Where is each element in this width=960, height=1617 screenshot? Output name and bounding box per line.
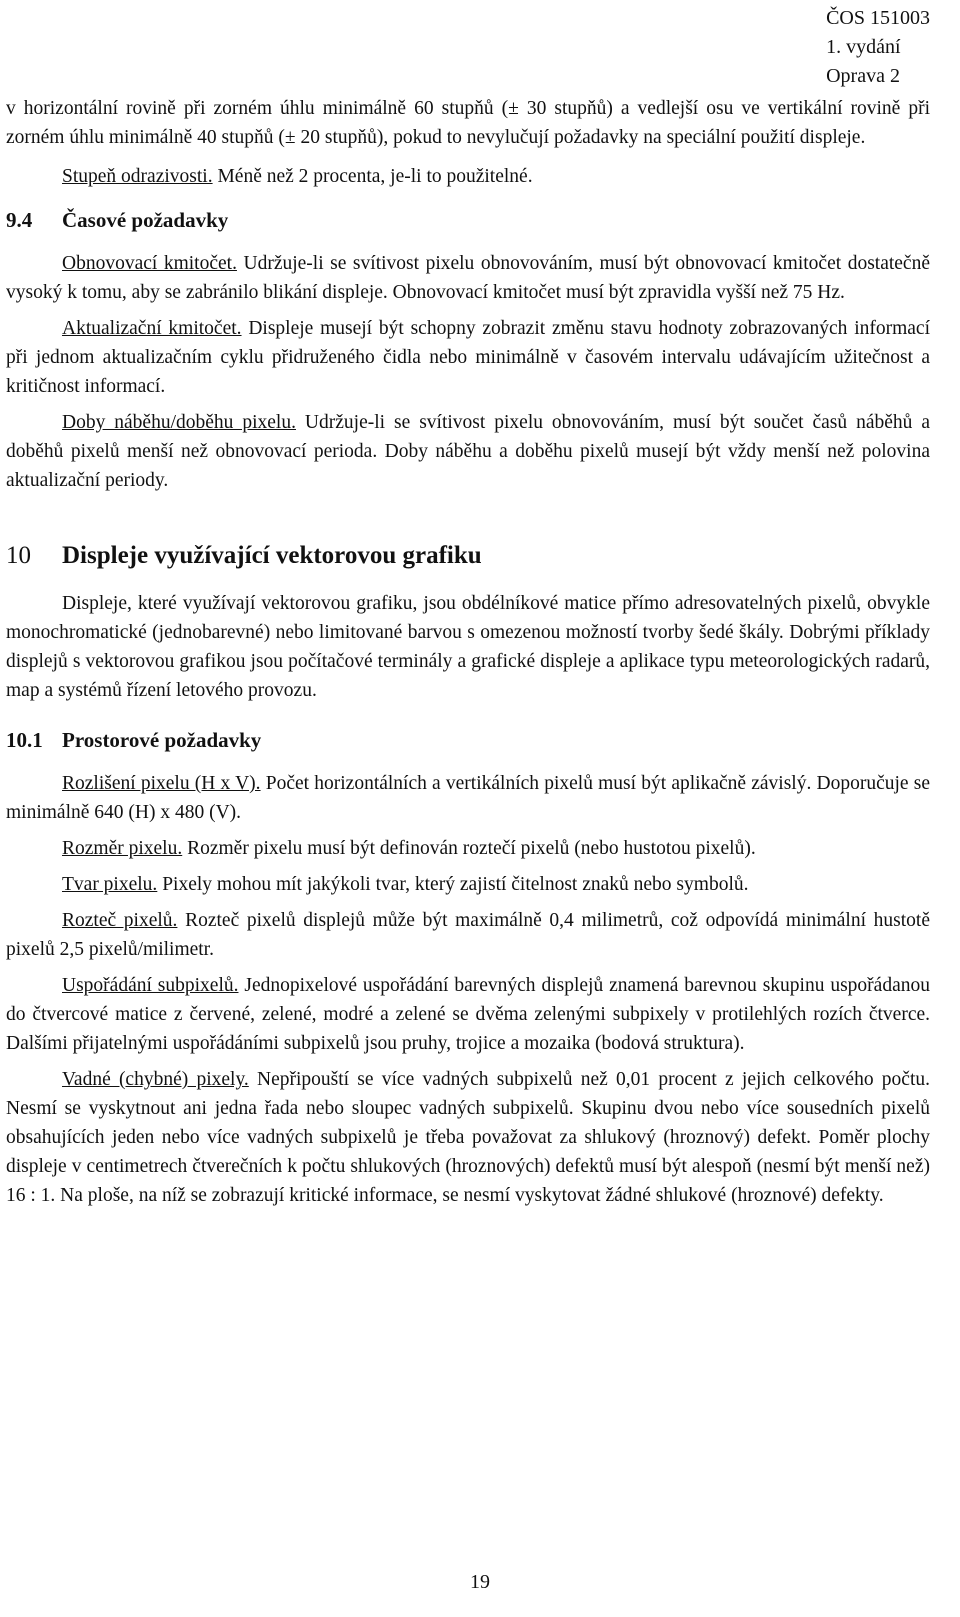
paragraph-label: Rozměr pixelu. — [62, 838, 183, 859]
section-10-1-heading — [6, 725, 930, 755]
paragraph-label: Obnovovací kmitočet. — [62, 253, 237, 274]
section-title: Prostorové požadavky — [62, 728, 262, 752]
paragraph-pixel-size — [6, 834, 930, 863]
paragraph-label: Rozlišení pixelu (H x V). — [62, 773, 261, 794]
paragraph-text: Počet horizontálních a vertikálních pixelů musí být aplikačně závislý. Doporučuje se minimálně 640 (H) x 480 (V). — [6, 773, 930, 823]
paragraph-label: Uspořádání subpixelů. — [62, 975, 239, 996]
paragraph-label: Aktualizační kmitočet. — [62, 318, 242, 339]
section-number: 9.4 — [6, 208, 33, 232]
paragraph-label: Doby náběhu/doběhu pixelu. — [62, 412, 296, 433]
section-10-paragraph: Displeje, které využívají vektorovou grafiku, jsou obdélníkové matice přímo adresovatelných pixelů, obvykle monochromatické (jednobarevné) nebo limitované barvou s omezenou možností tvorby šedé škály. Dobrými příklady displejů s vektorovou grafikou jsou počítačové terminály a grafické displeje a aplikace typu meteorologických radarů, map a systémů řízení letového provozu. — [6, 593, 930, 701]
paragraph-text: Udržuje-li se svítivost pixelu obnovováním, musí být obnovovací kmitočet dostatečně vysoký k tomu, aby se zabránilo blikání displeje. Obnovovací kmitočet musí být zpravidla vyšší než 75 Hz. — [6, 253, 930, 303]
paragraph-label: Tvar pixelu. — [62, 874, 158, 895]
reflectance-label: Stupeň odrazivosti. — [62, 166, 213, 187]
paragraph-subpixel-arrangement — [6, 971, 930, 1058]
section-title: Časové požadavky — [62, 208, 229, 232]
section-title: Displeje využívající vektorovou grafiku — [62, 542, 482, 569]
paragraph-update-rate — [6, 314, 930, 401]
intro-paragraph: v horizontální rovině při zorném úhlu minimálně 60 stupňů (± 30 stupňů) a vedlejší osu ve vertikální rovině při zorném úhlu minimálně 40 stupňů (± 20 stupňů), pokud to nevylučují požadavky na speciální použití displeje. — [6, 98, 930, 148]
reflectance-text: Méně než 2 procenta, je-li to použitelné. — [212, 166, 533, 187]
paragraph-text: Rozteč pixelů displejů může být maximálně 0,4 milimetrů, což odpovídá minimální hustotě pixelů 2,5 pixelů/milimetr. — [6, 910, 930, 960]
section-number: 10.1 — [6, 728, 43, 752]
paragraph-text: Udržuje-li se svítivost pixelu obnovováním, musí být součet časů náběhů a doběhů pixelů menší než obnovovací perioda. Doby náběhu a doběhu pixelů musejí být vždy menší než polovina aktualizační periody. — [6, 412, 930, 491]
paragraph-text: Displeje musejí být schopny zobrazit změnu stavu hodnoty zobrazovaných informací při jednom aktualizačním cyklu přidruženého čidla nebo minimálně v časovém intervalu udávajícím užitečnost a kritičnost informací. — [6, 318, 930, 397]
paragraph-text: Nepřipouští se více vadných subpixelů než 0,01 procent z jejich celkového počtu. Nesmí se vyskytnout ani jedna řada nebo sloupec vadných subpixelů. Skupinu dvou nebo více sousedních pixelů obsahujících jeden nebo více vadných subpixelů je třeba považovat za shlukový (hroznový) defekt. Poměr plochy displeje v centimetrech čtverečních k počtu shlukových (hroznových) defektů musí být alespoň (nesmí být menší než) 16 : 1. Na ploše, na níž se zobrazují kritické informace, se nesmí vyskytovat žádné shlukové (hroznové) defekty. — [6, 1069, 930, 1206]
paragraph-pixel-shape — [6, 870, 930, 899]
paragraph-defective-pixels — [6, 1065, 930, 1210]
paragraph-label: Vadné (chybné) pixely. — [62, 1069, 249, 1090]
section-number: 10 — [6, 542, 31, 569]
page-number: 19 — [470, 1571, 490, 1593]
paragraph-text: Rozměr pixelu musí být definován roztečí pixelů (nebo hustotou pixelů). — [182, 838, 756, 859]
paragraph-refresh-rate — [6, 249, 930, 307]
paragraph-pixel-resolution — [6, 769, 930, 827]
paragraph-pixel-pitch — [6, 906, 930, 964]
section-9-4-heading — [6, 205, 930, 235]
page-header — [826, 4, 930, 91]
section-10-heading — [6, 539, 930, 573]
edition: 1. vydání — [826, 36, 901, 58]
paragraph-label: Rozteč pixelů. — [62, 910, 178, 931]
paragraph-response-time — [6, 408, 930, 495]
paragraph-text: Pixely mohou mít jakýkoli tvar, který zajistí čitelnost znaků nebo symbolů. — [157, 874, 749, 895]
correction: Oprava 2 — [826, 65, 900, 87]
page-content — [6, 94, 930, 1210]
reflectance-paragraph — [6, 162, 930, 191]
paragraph-text: Jednopixelové uspořádání barevných displejů znamená barevnou skupinu uspořádanou do čtvercové matice z červené, zelené, modré a zelené se dvěma zelenými subpixely v protilehlých rozích čtverce. Dalšími přijatelnými uspořádáními subpixelů jsou pruhy, trojice a mozaika (bodová struktura). — [6, 975, 930, 1054]
document-id: ČOS 151003 — [826, 7, 930, 29]
